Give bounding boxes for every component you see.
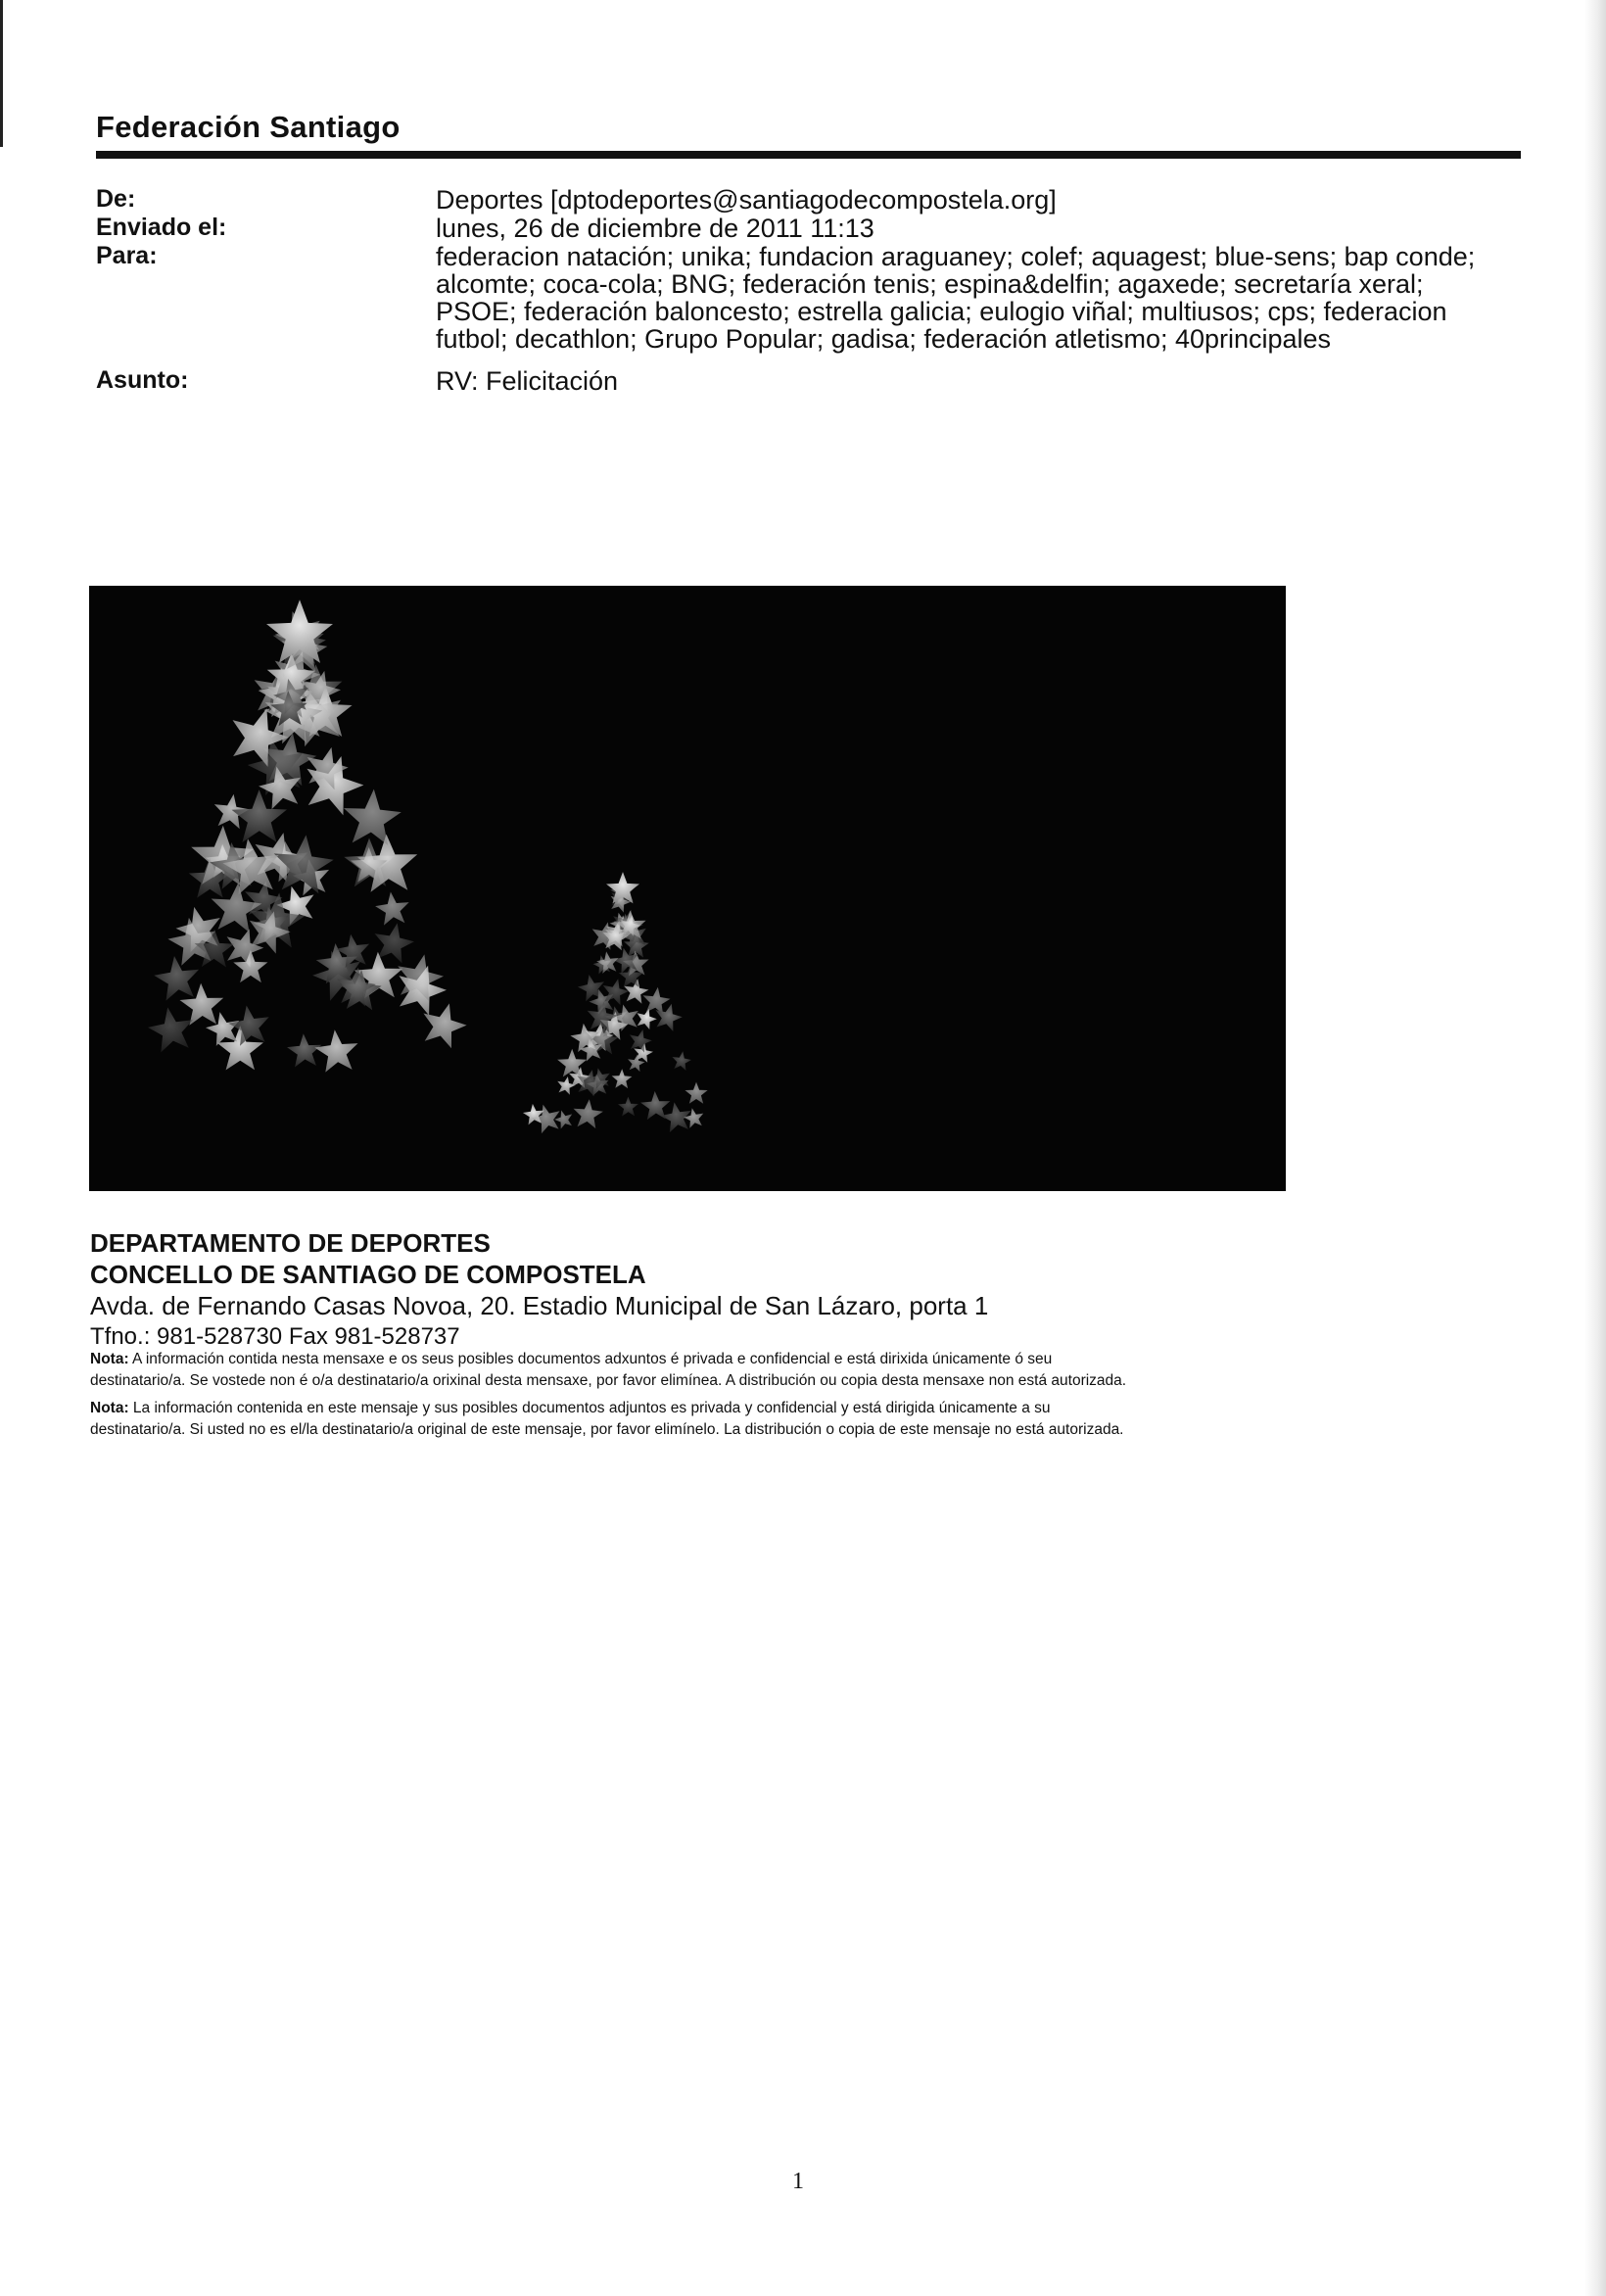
confidentiality-note-galician	[90, 1349, 1520, 1392]
star-shape	[685, 1082, 707, 1104]
title-rule	[96, 151, 1521, 159]
signature-phone: Tfno.: 981-528730 Fax 981-528737	[90, 1323, 460, 1350]
from-value: Deportes [dptodeportes@santiagodecompostela.org]	[436, 185, 1057, 215]
note-text: La información contenida en este mensaje y sus posibles documentos adjuntos es privada y confidencial y está dirigida únicamente a su	[128, 1400, 1051, 1416]
star-shape	[684, 1108, 703, 1128]
note-label: Nota:	[90, 1351, 129, 1367]
star-shape	[375, 892, 409, 926]
signature-concello: CONCELLO DE SANTIAGO DE COMPOSTELA	[90, 1260, 646, 1289]
note-line	[90, 1398, 1520, 1419]
star-shape	[672, 1051, 691, 1071]
sent-value: lunes, 26 de diciembre de 2011 11:13	[436, 214, 874, 243]
confidentiality-note-spanish	[90, 1398, 1520, 1441]
star-shape	[375, 923, 414, 963]
note-line: destinatario/a. Se vostede non é o/a destinatario/a orixinal desta mensaxe, por favor elimínea. A distribución ou copia desta mensaxe non está autorizada.	[90, 1372, 1127, 1389]
to-line: futbol; decathlon; Grupo Popular; gadisa; federación atletismo; 40principales	[436, 324, 1332, 354]
note-text: A información contida nesta mensaxe e os seus posibles documentos adxuntos é privada e confidencial e está dirixida únicamente ó seu	[128, 1351, 1053, 1367]
from-label: De:	[96, 185, 136, 213]
star-shape	[618, 1097, 638, 1117]
star-shape	[630, 1029, 652, 1053]
star-shape	[637, 1009, 656, 1029]
to-label: Para:	[96, 242, 158, 269]
star-shape	[314, 1029, 357, 1072]
star-shape	[423, 1003, 466, 1048]
star-shape	[532, 1105, 560, 1134]
star-shape	[612, 1069, 633, 1088]
star-trees-illustration	[89, 586, 1286, 1191]
note-line: destinatario/a. Si usted no es el/la destinatario/a original de este mensaje, por favor elimínelo. La distribución o copia de este mensaje no está autorizada.	[90, 1421, 1124, 1438]
scan-edge-right	[1584, 0, 1606, 2296]
star-shape	[154, 956, 199, 1001]
star-shape	[148, 1007, 193, 1052]
star-shape	[574, 1099, 603, 1128]
subject-value: RV: Felicitación	[436, 366, 619, 396]
to-line: alcomte; coca-cola; BNG; federación tenis; espina&delfin; agaxede; secretaría xeral;	[436, 269, 1424, 299]
subject-label: Asunto:	[96, 366, 189, 394]
christmas-card-image	[89, 586, 1286, 1191]
star-shape	[344, 789, 402, 845]
to-line: federacion natación; unika; fundacion araguaney; colef; aquagest; blue-sens; bap conde;	[436, 242, 1476, 271]
signature-address: Avda. de Fernando Casas Novoa, 20. Estadio Municipal de San Lázaro, porta 1	[90, 1291, 989, 1320]
signature-department: DEPARTAMENTO DE DEPORTES	[90, 1228, 491, 1258]
page-number: 1	[792, 2169, 804, 2194]
scan-edge-left	[0, 0, 3, 147]
note-label: Nota:	[90, 1400, 129, 1416]
star-shape	[557, 1049, 587, 1077]
org-title: Federación Santiago	[96, 110, 401, 144]
star-shape	[557, 1076, 576, 1095]
note-line	[90, 1349, 1520, 1370]
to-line: PSOE; federación baloncesto; estrella galicia; eulogio viñal; multiusos; cps; federacion	[436, 297, 1447, 326]
star-shape	[287, 1033, 321, 1067]
to-value	[436, 243, 1528, 353]
sent-label: Enviado el:	[96, 214, 227, 241]
